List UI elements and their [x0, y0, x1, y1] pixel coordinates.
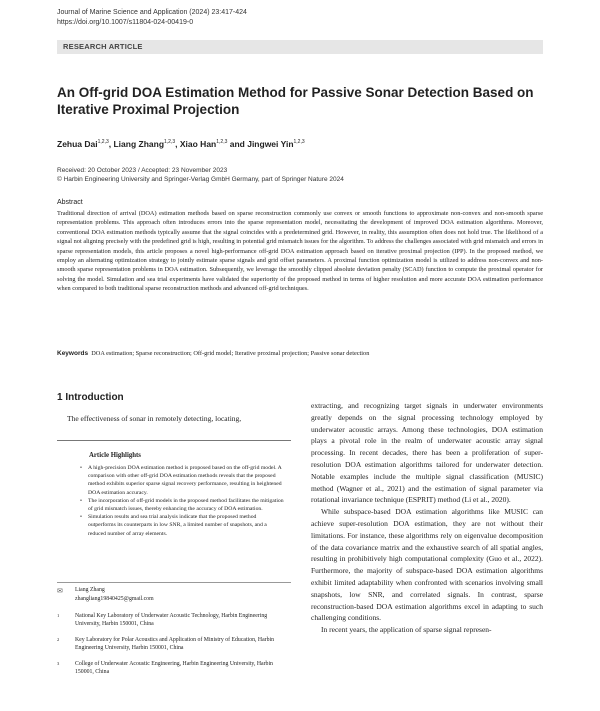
- author-affiliation-marker: 1,2,3: [216, 139, 228, 145]
- abstract-text: Traditional direction of arrival (DOA) estimation methods based on sparse reconstruction commonly use convex or smooth functions to approximate non-convex and non-smooth sparse representation problems. This approach often introduces errors into the sparse representation model, necessitating the development of improved DOA estimation algorithms. Moreover, conventional DOA estimation methods typically assume that the signal coincides with a predetermined grid. However, in reality, this assumption often does not hold true. The likelihood of a signal not aligning precisely with the predefined grid is high, resulting in potential grid mismatch issues for the algorithm. To address the challenges associated with grid mismatch and errors in sparse representation models, this article proposes a novel high-performance off-grid DOA estimation approach based on iterative proximal projection (IPP). In the proposed method, we employ an alternating optimization strategy to jointly estimate sparse signals and grid offset parameters. A proximal function optimization model is utilized to address non-convex and non-smooth sparse representation problems in DOA estimation. Subsequently, we leverage the smoothly clipped absolute deviation penalty (SCAD) function to compute the proximal operator for solving the model. Simulation and sea trial experiments have validated the superiority of the proposed method in terms of higher resolution and more accurate DOA estimation performance when compared to both traditional sparse reconstruction methods and advanced off-grid techniques.: [57, 210, 543, 293]
- keywords-label: Keywords: [57, 350, 89, 357]
- affiliation-number: 2: [57, 637, 60, 642]
- received-accepted-dates: Received: 20 October 2023 / Accepted: 23 November 2023: [57, 167, 228, 174]
- author-separator: ,: [108, 138, 114, 149]
- abstract-heading: Abstract: [57, 199, 83, 206]
- highlights-list: [80, 464, 285, 538]
- body-paragraph: In recent years, the application of sparse signal represen-: [321, 625, 492, 635]
- intro-first-line: The effectiveness of sonar in remotely detecting, locating,: [67, 414, 242, 423]
- highlight-item: • Simulation results and sea trial analysis indicate that the proposed method outperforms its counterparts in low SNR, a limited number of snapshots, and a reduced number of array elements.: [80, 514, 267, 537]
- affiliation-text: Key Laboratory for Polar Acoustics and Application of Ministry of Education, Harbin Engineering University, Harbin 150001, China: [75, 637, 274, 652]
- author-separator: ,: [175, 138, 180, 149]
- body-paragraph: extracting, and recognizing target signals in underwater environments greatly depends on the signal processing technology employed by underwater acoustic arrays. Among these technologies, DOA estimation plays a pivotal role in the realm of underwater acoustic array signal processing. In recent decades, there has been a proliferation of super-resolution DOA estimation algorithms tailored for underwater detection. Notable examples include the multiple signal classification (MUSIC) method (Wagner et al., 2021) and the estimation of signal parameter via rotational invariance technique (ESPRIT) method (Li et al., 2020).: [311, 401, 543, 505]
- footnote-divider: [57, 582, 291, 583]
- highlight-item: • The incorporation of off-grid models in the proposed method facilitates the mitigation of grid mismatch issues, thereby enhancing the accuracy of DOA estimation.: [80, 497, 284, 513]
- author-affiliation-marker: 1,2,3: [293, 139, 305, 145]
- author-name[interactable]: Jingwei Yin: [247, 138, 294, 149]
- affiliation-number: 1: [57, 613, 60, 618]
- author-affiliation-marker: 1,2,3: [164, 139, 176, 145]
- keywords: [57, 349, 543, 358]
- article-title: An Off-grid DOA Estimation Method for Passive Sonar Detection Based on Iterative Proximal Projection: [57, 85, 534, 117]
- affiliation-number: 3: [57, 661, 60, 666]
- bullet-icon: •: [80, 514, 82, 521]
- doi-link[interactable]: https://doi.org/10.1007/s11804-024-00419-0: [57, 19, 194, 26]
- author-name[interactable]: Xiao Han: [179, 138, 217, 149]
- author-affiliation-marker: 1,2,3: [97, 139, 109, 145]
- keywords-list: DOA estimation; Sparse reconstruction; Off-grid model; Iterative proximal projection; Passive sonar detection: [91, 350, 370, 357]
- affiliation-text: National Key Laboratory of Underwater Acoustic Technology, Harbin Engineering University, Harbin 150001, China: [75, 613, 268, 628]
- author-name[interactable]: Zehua Dai: [57, 138, 98, 149]
- corresponding-author-email[interactable]: zhangliang19840425@gmail.com: [75, 595, 154, 602]
- highlights-heading: Article Highlights: [89, 452, 141, 459]
- bullet-icon: •: [80, 465, 82, 471]
- copyright-notice: © Harbin Engineering University and Springer-Verlag GmbH Germany, part of Springer Nature 2024: [57, 176, 344, 183]
- bullet-icon: •: [80, 497, 82, 504]
- author-separator: and: [227, 138, 248, 149]
- body-paragraph: While subspace-based DOA estimation algorithms like MUSIC can achieve super-resolution DOA estimation, they are not without their limitations. For instance, these algorithms rely on eigenvalue decomposition of the data covariance matrix and the exhaustive search of all spatial angles, resulting in prohibitively high computational complexity (Guo et al., 2022). Furthermore, the majority of subspace-based DOA estimation algorithms exhibit limited adaptability when confronted with scenarios involving small snapshots, low SNR, and correlated signals. In contrast, sparse reconstruction-based DOA estimation algorithms excel in adapting to such challenging conditions.: [311, 507, 543, 623]
- corresponding-author-name: Liang Zhang: [75, 587, 105, 593]
- envelope-icon: ✉: [57, 588, 63, 595]
- author-name[interactable]: Liang Zhang: [113, 138, 165, 149]
- highlight-item: • A high-precision DOA estimation method is proposed based on the off-grid model. A comparison with other off-grid DOA estimation methods reveals that the proposed method exhibits superior sparse signal recovery performance, resulting in heightened DOA estimation accuracy.: [80, 465, 282, 496]
- author-list: [57, 137, 305, 150]
- body-text-right-column: [311, 400, 543, 636]
- article-type-label: RESEARCH ARTICLE: [63, 42, 143, 51]
- section-heading: 1 Introduction: [57, 392, 124, 403]
- affiliation-text: College of Underwater Acoustic Engineering, Harbin Engineering University, Harbin 150001, China: [75, 661, 273, 676]
- journal-citation: Journal of Marine Science and Application (2024) 23:417-424: [57, 9, 247, 16]
- corresponding-author: [75, 586, 154, 603]
